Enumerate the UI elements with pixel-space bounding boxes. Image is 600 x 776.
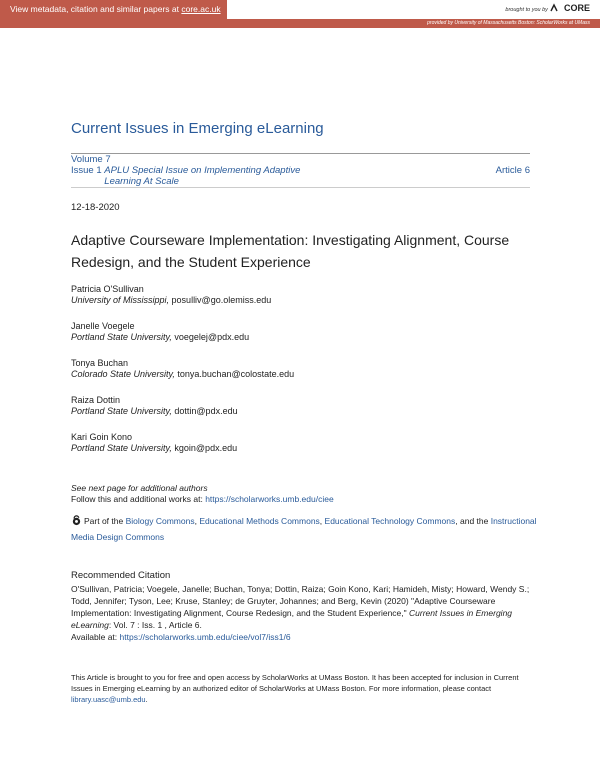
brought-to-you: brought to you by CORE xyxy=(505,3,590,13)
author-list xyxy=(71,284,294,469)
author-name: Patricia O'Sullivan xyxy=(71,284,144,294)
citation-url-link[interactable]: https://scholarworks.umb.edu/ciee/vol7/iss1/6 xyxy=(119,632,291,642)
author-affiliation: Colorado State University xyxy=(71,369,173,379)
recommended-citation: O'Sullivan, Patricia; Voegele, Janelle; Buchan, Tonya; Dottin, Raiza; Goin Kono, Kari; Hamideh, Misty; Howard, Wendy S.; Todd, Jennifer; Tyson, Lee; Kruse, Stanley; de Gruyter, Johannes; and Berg, Kevin (2020) "Adaptive Courseware Implementation: Investigating Alignment, Course Redesign, and the Student Experience," Current Issues in Emerging eLearning: Vol. 7 : Iss. 1 , Article 6. Available at: https://scholarworks.umb.edu/ciee/vol7/iss1/6 xyxy=(71,584,530,642)
article-title: Adaptive Courseware Implementation: Investigating Alignment, Course Redesign, and the Student Experience xyxy=(71,232,510,270)
author-name: Janelle Voegele xyxy=(71,321,135,331)
biology-commons-link[interactable]: Biology Commons xyxy=(125,516,195,526)
author-name: Kari Goin Kono xyxy=(71,432,133,442)
see-next-page: See next page for additional authors xyxy=(71,483,208,493)
journal-title[interactable]: Current Issues in Emerging eLearning xyxy=(71,120,324,137)
part-of-commons: Part of the Biology Commons, Educational Methods Commons, Educational Technology Commons, and the Instructional Media Design Commons xyxy=(71,516,537,542)
open-access-icon xyxy=(71,515,82,526)
author-email: tonya.buchan@colostate.edu xyxy=(177,369,295,379)
contact-email-link[interactable]: library.uasc@umb.edu xyxy=(71,695,146,704)
author-name: Raiza Dottin xyxy=(71,395,121,405)
author-affiliation: Portland State University xyxy=(71,443,170,453)
educational-technology-commons-link[interactable]: Educational Technology Commons xyxy=(324,516,456,526)
issue-name: APLU Special Issue on Implementing Adaptive Learning At Scale xyxy=(104,165,301,187)
follow-url-link[interactable]: https://scholarworks.umb.edu/ciee xyxy=(205,494,334,504)
issue-link[interactable]: Issue 1 APLU Special Issue on Implementing Adaptive Learning At Scale xyxy=(71,165,319,187)
core-logo-icon xyxy=(549,3,559,13)
recommended-citation-heading: Recommended Citation xyxy=(71,570,171,581)
volume-link[interactable]: Volume 7 xyxy=(71,154,111,165)
author-email: voegelej@pdx.edu xyxy=(174,332,250,342)
volume-issue xyxy=(71,154,319,187)
view-metadata-link[interactable]: View metadata, citation and similar papers at core.ac.uk xyxy=(0,0,227,19)
author-affiliation: Portland State University xyxy=(71,332,170,342)
author-entry: Kari Goin Kono Portland State University, kgoin@pdx.edu xyxy=(71,432,294,454)
follow-line: Follow this and additional works at: https://scholarworks.umb.edu/ciee xyxy=(71,494,334,504)
author-entry: Raiza Dottin Portland State University, dottin@pdx.edu xyxy=(71,395,294,417)
publication-date: 12-18-2020 xyxy=(71,202,120,213)
access-statement: This Article is brought to you for free and open access by ScholarWorks at UMass Boston. It has been accepted for inclusion in Current Issues in Emerging eLearning by an authorized editor of ScholarWorks at UMass Boston. For more information, please contact library.uasc@umb.edu. xyxy=(71,673,519,704)
instructional-media-design-commons-link[interactable]: Instructional Media Design Commons xyxy=(71,516,537,542)
article-number[interactable]: Article 6 xyxy=(495,165,530,176)
author-entry: Tonya Buchan Colorado State University, tonya.buchan@colostate.edu xyxy=(71,358,295,379)
author-email: kgoin@pdx.edu xyxy=(174,443,238,453)
provided-by: provided by University of Massachusetts Boston: ScholarWorks at UMass xyxy=(0,19,600,28)
author-email: dottin@pdx.edu xyxy=(174,406,238,416)
author-entry: Patricia O'Sullivan University of Mississippi, posulliv@go.olemiss.edu xyxy=(71,284,294,306)
author-email: posulliv@go.olemiss.edu xyxy=(171,295,272,305)
core-ac-uk-link[interactable]: core.ac.uk xyxy=(181,4,221,14)
core-banner xyxy=(0,0,600,28)
author-affiliation: Portland State University xyxy=(71,406,170,416)
author-entry: Janelle Voegele Portland State University, voegelej@pdx.edu xyxy=(71,321,294,343)
core-label: CORE xyxy=(563,3,590,13)
divider xyxy=(71,187,530,188)
educational-methods-commons-link[interactable]: Educational Methods Commons xyxy=(199,516,320,526)
author-affiliation: University of Mississippi xyxy=(71,295,167,305)
author-name: Tonya Buchan xyxy=(71,358,129,368)
